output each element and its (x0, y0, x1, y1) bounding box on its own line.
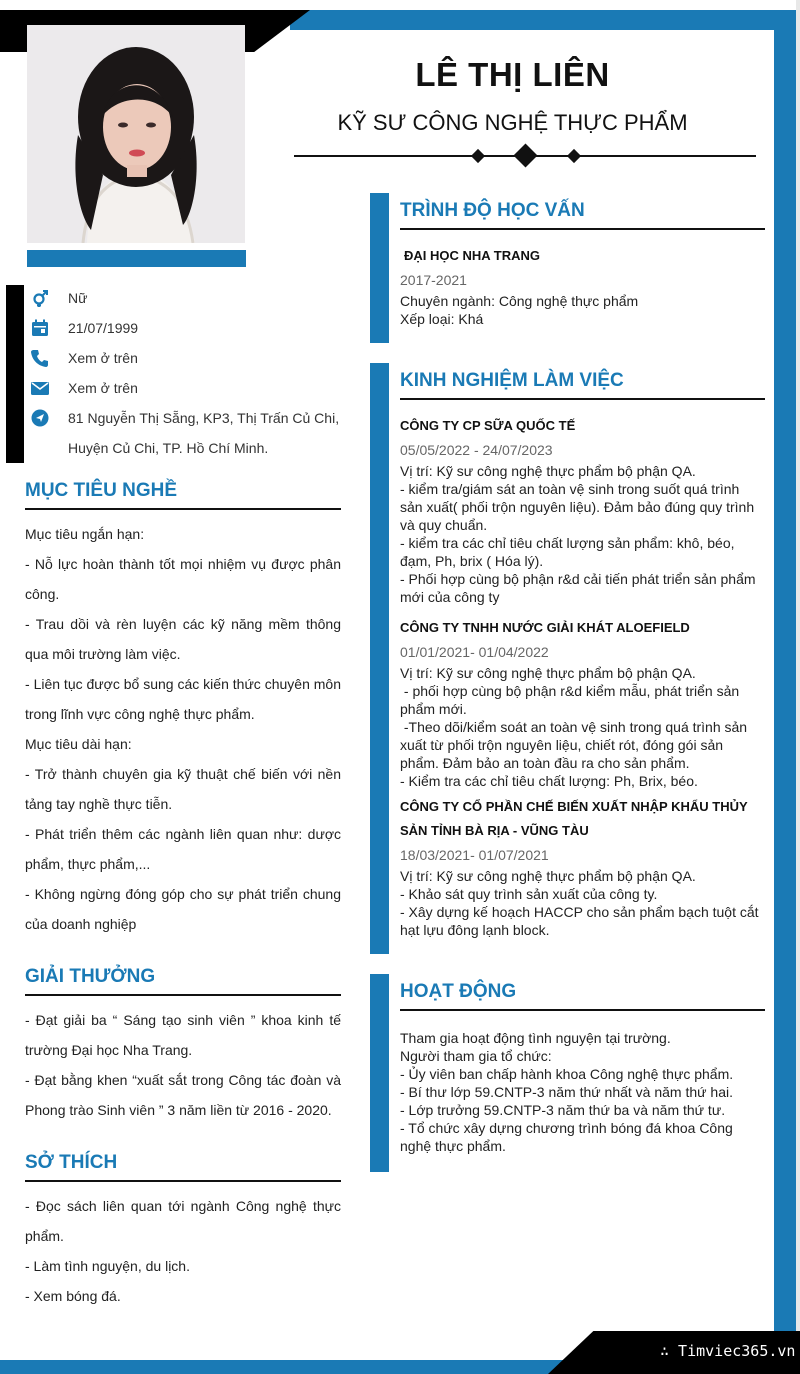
activities-heading: HOẠT ĐỘNG (400, 981, 765, 1011)
job-company: CÔNG TY CỔ PHẦN CHẾ BIẾN XUẤT NHẬP KHẨU THỦY SẢN TỈNH BÀ RỊA - VŨNG TÀU (400, 799, 748, 838)
job-company: CÔNG TY CP SỮA QUỐC TẾ (400, 418, 576, 433)
job-period: 18/03/2021- 01/07/2021 (400, 847, 549, 863)
phone-icon (30, 348, 50, 368)
objective-line: Mục tiêu dài hạn: (25, 736, 132, 752)
email-icon (30, 378, 50, 398)
activity-line: - Tổ chức xây dựng chương trình bóng đá khoa Công nghệ thực phẩm. (400, 1120, 737, 1154)
objective-line: - Nỗ lực hoàn thành tốt mọi nhiệm vụ được phân công. (25, 556, 341, 602)
candidate-name: LÊ THỊ LIÊN (415, 56, 610, 93)
right-accent-bar (774, 10, 796, 1340)
contact-birthday-text: 21/07/1999 (68, 320, 139, 336)
job-title: KỸ SƯ CÔNG NGHỆ THỰC PHẨM (337, 110, 688, 135)
activities-side-bar (370, 974, 389, 1172)
education-heading: TRÌNH ĐỘ HỌC VẤN (400, 200, 765, 230)
location-icon (30, 408, 50, 428)
job-details (400, 462, 765, 606)
hobby-line: - Đọc sách liên quan tới ngành Công nghệ thực phẩm. (25, 1198, 341, 1244)
contact-email-text: Xem ở trên (68, 380, 138, 396)
hobby-line: - Làm tình nguyện, du lịch. (25, 1258, 190, 1274)
right-edge (796, 0, 800, 1374)
education-school: ĐẠI HỌC NHA TRANG (404, 248, 541, 263)
contact-address-cont (30, 433, 350, 463)
job-company: CÔNG TY TNHH NƯỚC GIẢI KHÁT ALOEFIELD (400, 620, 690, 635)
job-detail-line: - kiểm tra các chỉ tiêu chất lượng sản phẩm: khô, béo, đạm, Ph, brix ( Hóa lý). (400, 535, 739, 569)
hobby-line: - Xem bóng đá. (25, 1288, 121, 1304)
experience-heading: KINH NGHIỆM LÀM VIỆC (400, 370, 765, 400)
calendar-icon (30, 318, 50, 338)
objective-line: - Phát triển thêm các ngành liên quan như: dược phẩm, thực phẩm,... (25, 826, 341, 872)
profile-photo (27, 25, 245, 243)
job-detail-line: - phối hợp cùng bộ phận r&d kiểm mẫu, phát triển sản phẩm mới. (400, 683, 744, 717)
contact-address-line1: 81 Nguyễn Thị Sẵng, KP3, Thị Trấn Củ Chi, (68, 410, 340, 426)
awards-heading: GIẢI THƯỞNG (25, 966, 341, 996)
contact-phone (30, 343, 350, 373)
divider-diamond-center (513, 143, 537, 167)
job-detail-line: - Khảo sát quy trình sản xuất của công ty. (400, 886, 658, 902)
job-details (400, 867, 765, 939)
job-detail-line: - Xây dựng kế hoạch HACCP cho sản phẩm bạch tuột cắt hạt lựu đông lạnh block. (400, 904, 763, 938)
job-detail-line: - Kiểm tra các chỉ tiêu chất lượng: Ph, Brix, béo. (400, 773, 698, 789)
education-side-bar (370, 193, 389, 343)
job-detail-line: -Theo dõi/kiểm soát an toàn vệ sinh trong quá trình sản xuất từ phối trộn nguyên liệu, chiết rót, đóng gói sản phẩm. Đảm bảo an toàn đầu ra cho sản phẩm. (400, 719, 751, 771)
education-details (400, 292, 765, 328)
top-accent-bar (290, 10, 774, 30)
activity-line: - Bí thư lớp 59.CNTP-3 năm thứ nhất và năm thứ hai. (400, 1084, 733, 1100)
divider-diamond-right (567, 149, 581, 163)
education-major: Chuyên ngành: Công nghệ thực phẩm (400, 293, 639, 309)
contact-email (30, 373, 350, 403)
activity-line: - Lớp trưởng 59.CNTP-3 năm thứ ba và năm thứ tư. (400, 1102, 726, 1118)
contact-phone-text: Xem ở trên (68, 350, 138, 366)
contact-birthday (30, 313, 350, 343)
experience-side-bar (370, 363, 389, 954)
education-grade: Xếp loại: Khá (400, 311, 484, 327)
job-details (400, 664, 765, 790)
contact-address-line2: Huyện Củ Chi, TP. Hồ Chí Minh. (68, 440, 269, 456)
objective-line: Mục tiêu ngắn hạn: (25, 526, 145, 542)
job-period: 05/05/2022 - 24/07/2023 (400, 442, 553, 458)
contact-address (30, 403, 350, 433)
left-contact-bar (6, 285, 24, 463)
awards-body (25, 1005, 341, 1125)
divider-diamond-left (471, 149, 485, 163)
contact-gender (30, 283, 350, 313)
objective-line: - Trở thành chuyên gia kỹ thuật chế biến với nền tảng tay nghề thực tiễn. (25, 766, 341, 812)
activity-line: - Ủy viên ban chấp hành khoa Công nghệ thực phẩm. (400, 1066, 734, 1082)
award-line: - Đạt giải ba “ Sáng tạo sinh viên ” khoa kinh tế trường Đại học Nha Trang. (25, 1012, 341, 1058)
objective-body (25, 519, 341, 939)
gender-icon (30, 288, 50, 308)
objective-line: - Trau dồi và rèn luyện các kỹ năng mềm thông qua môi trường làm việc. (25, 616, 341, 662)
job-detail-line: - kiểm tra/giám sát an toàn vệ sinh trong suốt quá trình sản xuất( phối trộn nguyên liệu). Đảm bảo đúng quy trình và quy chuẩn. (400, 481, 758, 533)
job-detail-line: Vị trí: Kỹ sư công nghệ thực phẩm bộ phận QA. (400, 463, 696, 479)
objective-heading: MỤC TIÊU NGHỀ (25, 480, 341, 510)
activities-body (400, 1029, 765, 1155)
objective-line: - Liên tục được bổ sung các kiến thức chuyên môn trong lĩnh vực công nghệ thực phẩm. (25, 676, 341, 722)
hobbies-heading: SỞ THÍCH (25, 1152, 341, 1182)
job-detail-line: Vị trí: Kỹ sư công nghệ thực phẩm bộ phận QA. (400, 665, 696, 681)
hobbies-body (25, 1191, 341, 1311)
contact-gender-text: Nữ (68, 290, 88, 306)
job-detail-line: Vị trí: Kỹ sư công nghệ thực phẩm bộ phận QA. (400, 868, 696, 884)
photo-underline-bar (27, 250, 246, 267)
job-detail-line: - Phối hợp cùng bộ phận r&d cải tiến phát triển sản phẩm mới của công ty (400, 571, 760, 605)
activity-line: Người tham gia tổ chức: (400, 1048, 552, 1064)
job-period: 01/01/2021- 01/04/2022 (400, 644, 549, 660)
award-line: - Đạt bằng khen “xuất sắt trong Công tác đoàn và Phong trào Sinh viên ” 3 năm liền từ 2016 - 2020. (25, 1072, 341, 1118)
education-period: 2017-2021 (400, 272, 467, 288)
objective-line: - Không ngừng đóng góp cho sự phát triển chung của doanh nghiệp (25, 886, 341, 932)
brand-watermark: ∴ Timviec365.vn (660, 1342, 796, 1360)
activity-line: Tham gia hoạt động tình nguyện tại trường. (400, 1030, 671, 1046)
